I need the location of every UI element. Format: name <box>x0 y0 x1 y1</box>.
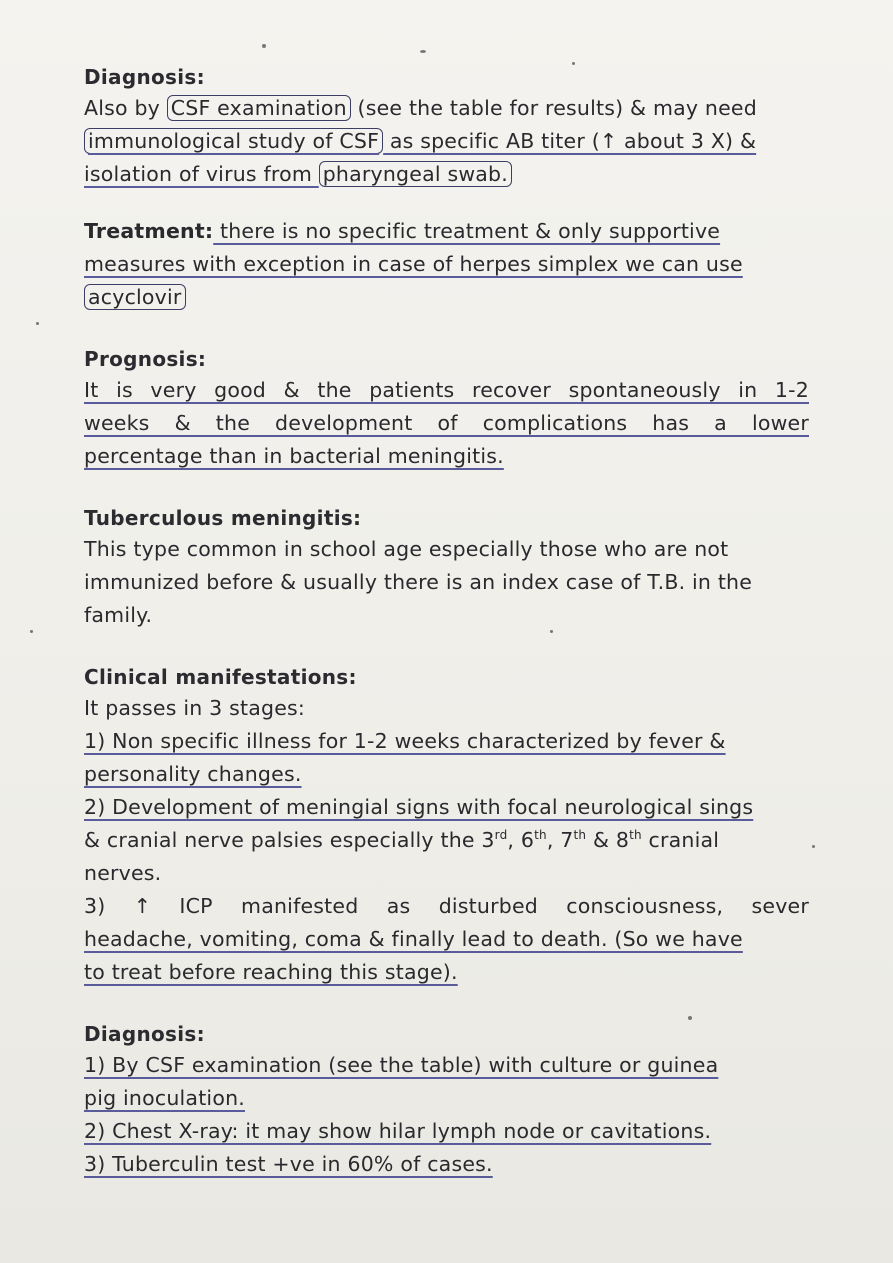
diagnosis-line-3: isolation of virus from pharyngeal swab. <box>84 158 809 191</box>
stage-3-line-3: to treat before reaching this stage). <box>84 960 458 984</box>
heading-prognosis: Prognosis: <box>84 347 207 371</box>
heading-clinical-manifestations: Clinical manifestations: <box>84 665 357 689</box>
section-diagnosis-tb <box>84 1019 809 1181</box>
tb-diagnosis-1-line-1: 1) By CSF examination (see the table) with culture or guinea <box>84 1053 719 1077</box>
tuberculous-line-2: immunized before & usually there is an index case of T.B. in the <box>84 570 753 594</box>
scan-speck <box>36 322 39 325</box>
section-clinical-manifestations <box>84 662 809 989</box>
section-treatment <box>84 215 809 314</box>
clinical-intro: It passes in 3 stages: <box>84 696 306 720</box>
treatment-line-3 <box>84 281 809 314</box>
heading-diagnosis: Diagnosis: <box>84 65 205 89</box>
scan-speck <box>262 44 266 48</box>
treatment-line-1: Treatment: there is no specific treatment & only supportive <box>84 219 721 243</box>
scan-speck <box>30 630 33 633</box>
stage-3-line-1: 3) ↑ ICP manifested as disturbed consciousness, sever <box>84 894 809 918</box>
prognosis-line-1: It is very good & the patients recover spontaneously in 1-2 <box>84 378 809 402</box>
tuberculous-line-1: This type common in school age especially those who are not <box>84 537 729 561</box>
stage-1-line-1: 1) Non specific illness for 1-2 weeks characterized by fever & <box>84 729 726 753</box>
prognosis-line-3: percentage than in bacterial meningitis. <box>84 444 504 468</box>
scan-speck <box>572 62 575 65</box>
tb-diagnosis-3: 3) Tuberculin test +ve in 60% of cases. <box>84 1152 493 1176</box>
treatment-line-2: measures with exception in case of herpes simplex we can use <box>84 252 743 276</box>
scan-speck <box>420 50 426 53</box>
heading-tuberculous-meningitis: Tuberculous meningitis: <box>84 506 362 530</box>
prognosis-line-2: weeks & the development of complications has a lower <box>84 411 809 435</box>
heading-diagnosis-tb: Diagnosis: <box>84 1022 205 1046</box>
scan-speck <box>812 845 815 848</box>
scan-speck <box>550 630 553 633</box>
document-body <box>84 62 809 1181</box>
boxed-csf-examination: CSF examination <box>167 95 351 121</box>
tb-diagnosis-2: 2) Chest X-ray: it may show hilar lymph node or cavitations. <box>84 1119 712 1143</box>
stage-3-line-2: headache, vomiting, coma & finally lead to death. (So we have <box>84 927 743 951</box>
heading-treatment: Treatment: <box>84 219 214 243</box>
tb-diagnosis-1-line-2: pig inoculation. <box>84 1086 245 1110</box>
boxed-immunological-study: immunological study of CSF <box>84 128 383 154</box>
stage-2-line-3: nerves. <box>84 861 162 885</box>
section-tuberculous-meningitis <box>84 503 809 632</box>
stage-2-line-1: 2) Development of meningial signs with focal neurological sings <box>84 795 754 819</box>
boxed-pharyngeal-swab: pharyngeal swab. <box>319 161 512 187</box>
section-prognosis <box>84 344 809 473</box>
tuberculous-line-3: family. <box>84 603 153 627</box>
section-diagnosis-viral <box>84 62 809 191</box>
diagnosis-line-2: immunological study of CSF as specific AB titer (↑ about 3 X) & <box>84 125 809 158</box>
diagnosis-line-1: Also by CSF examination (see the table for results) & may need <box>84 96 757 120</box>
stage-1-line-2: personality changes. <box>84 762 302 786</box>
boxed-acyclovir: acyclovir <box>84 284 186 310</box>
scan-speck <box>688 1016 692 1020</box>
stage-2-line-2: & cranial nerve palsies especially the 3rd, 6th, 7th & 8th cranial <box>84 828 720 852</box>
